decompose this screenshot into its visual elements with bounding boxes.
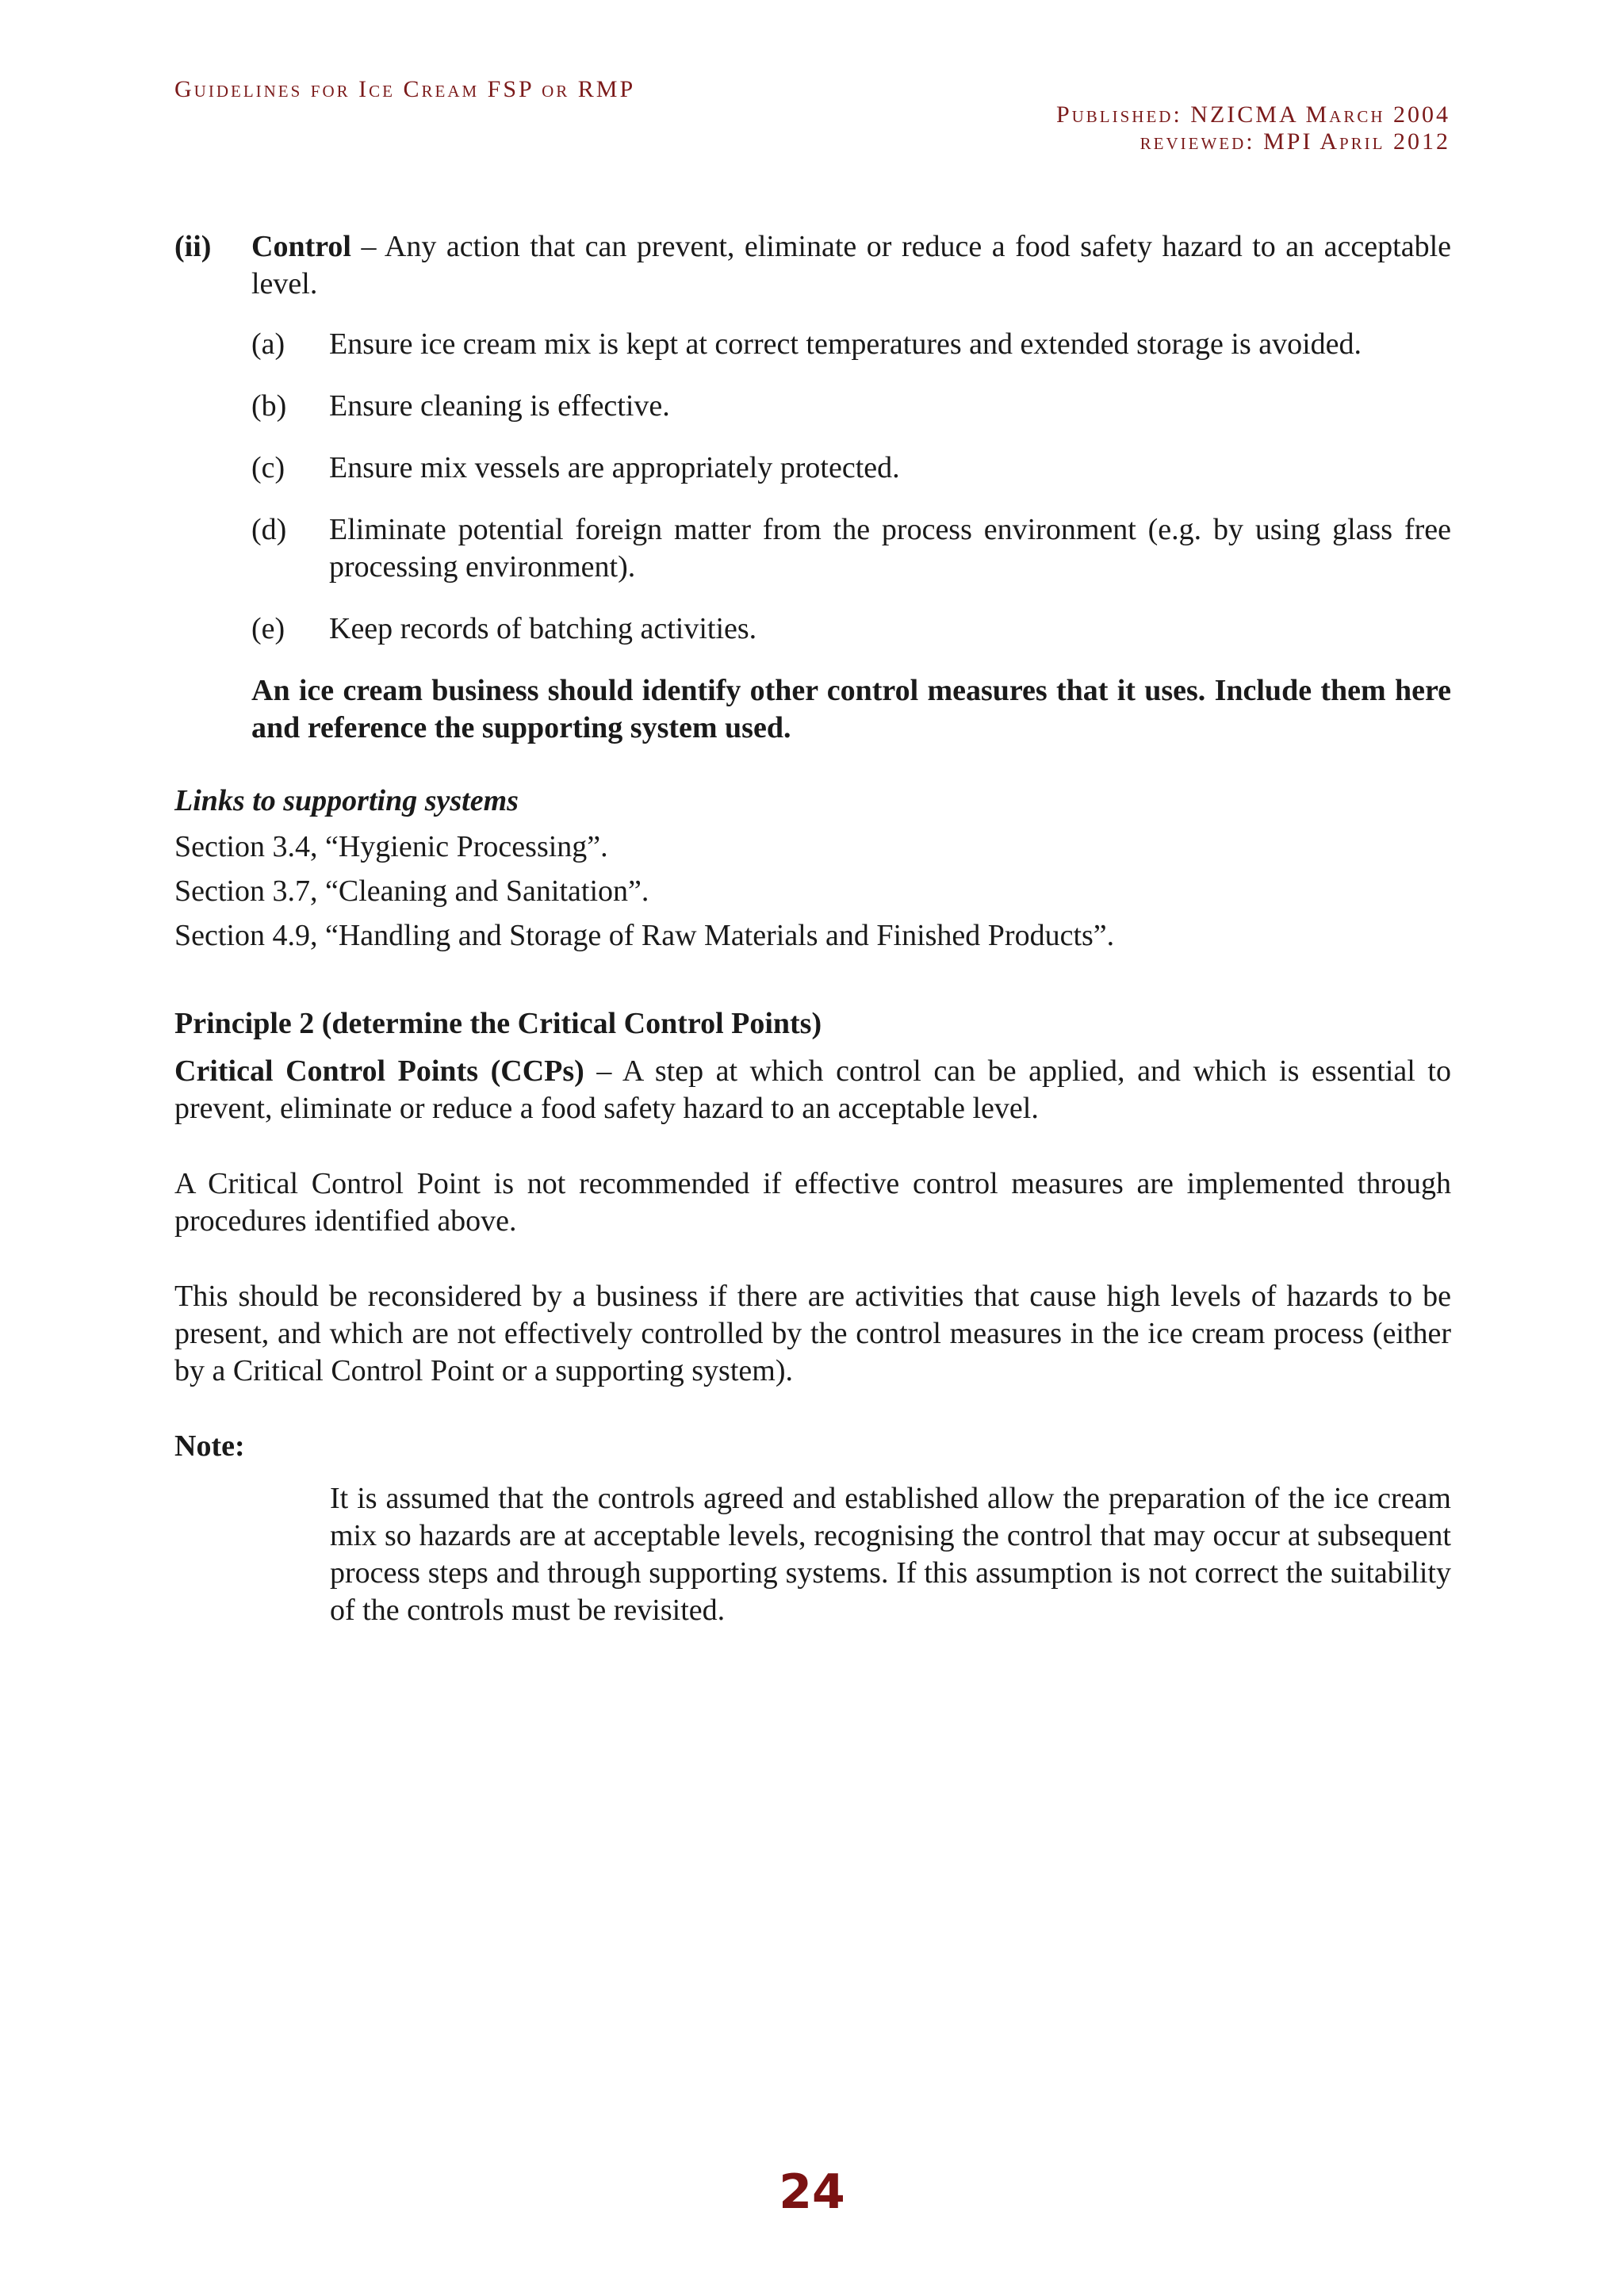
control-definition: – Any action that can prevent, eliminate or reduce a food safety hazard to an acceptable level. bbox=[251, 230, 1451, 300]
link-item: Section 3.7, “Cleaning and Sanitation”. bbox=[174, 874, 649, 908]
control-item-label: (a) bbox=[251, 327, 285, 361]
link-item: Section 4.9, “Handling and Storage of Raw Materials and Finished Products”. bbox=[174, 919, 1115, 952]
control-item-text: Ensure ice cream mix is kept at correct temperatures and extended storage is avoided. bbox=[329, 327, 1362, 361]
control-instruction: An ice cream business should identify other control measures that it uses. Include them here and reference the supporting system used. bbox=[251, 674, 1451, 744]
control-item-a bbox=[251, 326, 1451, 363]
control-item-b bbox=[251, 388, 1451, 425]
control-item-d bbox=[251, 511, 1451, 586]
link-item: Section 3.4, “Hygienic Processing”. bbox=[174, 830, 608, 863]
principle-2-heading: Principle 2 (determine the Critical Control Points) bbox=[174, 1007, 822, 1040]
header-reviewed-line: reviewed: MPI April 2012 bbox=[1139, 128, 1450, 155]
control-term: Control bbox=[251, 230, 351, 263]
control-item-text: Eliminate potential foreign matter from the process environment (e.g. by using glass free processing environment). bbox=[329, 513, 1451, 584]
control-numeral: (ii) bbox=[174, 230, 212, 263]
control-item-label: (b) bbox=[251, 389, 287, 423]
ccp-definition-paragraph bbox=[174, 1053, 1451, 1127]
control-item-label: (c) bbox=[251, 451, 285, 484]
ccp-definition: – A step at which control can be applied, and which is essential to prevent, eliminate or reduce a food safety hazard to an acceptable level. bbox=[174, 1054, 1451, 1125]
reconsider-paragraph: This should be reconsidered by a business if there are activities that cause high levels of hazards to be present, and which are not effectively controlled by the control measures in the ice cream process (either by a Critical Control Point or a supporting system). bbox=[174, 1280, 1451, 1387]
control-item-text: Keep records of batching activities. bbox=[329, 612, 757, 645]
control-item-text: Ensure cleaning is effective. bbox=[329, 389, 670, 423]
page-number: 24 bbox=[779, 2164, 845, 2220]
control-definition-paragraph bbox=[251, 228, 1451, 303]
control-item-e bbox=[251, 610, 1451, 648]
header-document-title: Guidelines for Ice Cream FSP or RMP bbox=[174, 76, 636, 102]
control-item-label: (e) bbox=[251, 612, 285, 645]
control-item-text: Ensure mix vessels are appropriately protected. bbox=[329, 451, 900, 484]
note-heading: Note: bbox=[174, 1429, 245, 1463]
ccp-term: Critical Control Points (CCPs) bbox=[174, 1054, 584, 1088]
page-content bbox=[174, 228, 1451, 1629]
control-item-c bbox=[251, 450, 1451, 487]
links-heading: Links to supporting systems bbox=[174, 784, 519, 817]
note-body: It is assumed that the controls agreed and established allow the preparation of the ice cream mix so hazards are at acceptable levels, recognising the control that may occur at subsequent process steps and through supporting systems. If this assumption is not correct the suitability of the controls must be revisited. bbox=[330, 1482, 1451, 1627]
control-item-label: (d) bbox=[251, 513, 287, 546]
control-section bbox=[174, 228, 1451, 747]
ccp-not-recommended-paragraph: A Critical Control Point is not recommended if effective control measures are implemented through procedures identified above. bbox=[174, 1167, 1451, 1238]
header-published-line: Published: NZICMA March 2004 bbox=[1055, 101, 1450, 128]
